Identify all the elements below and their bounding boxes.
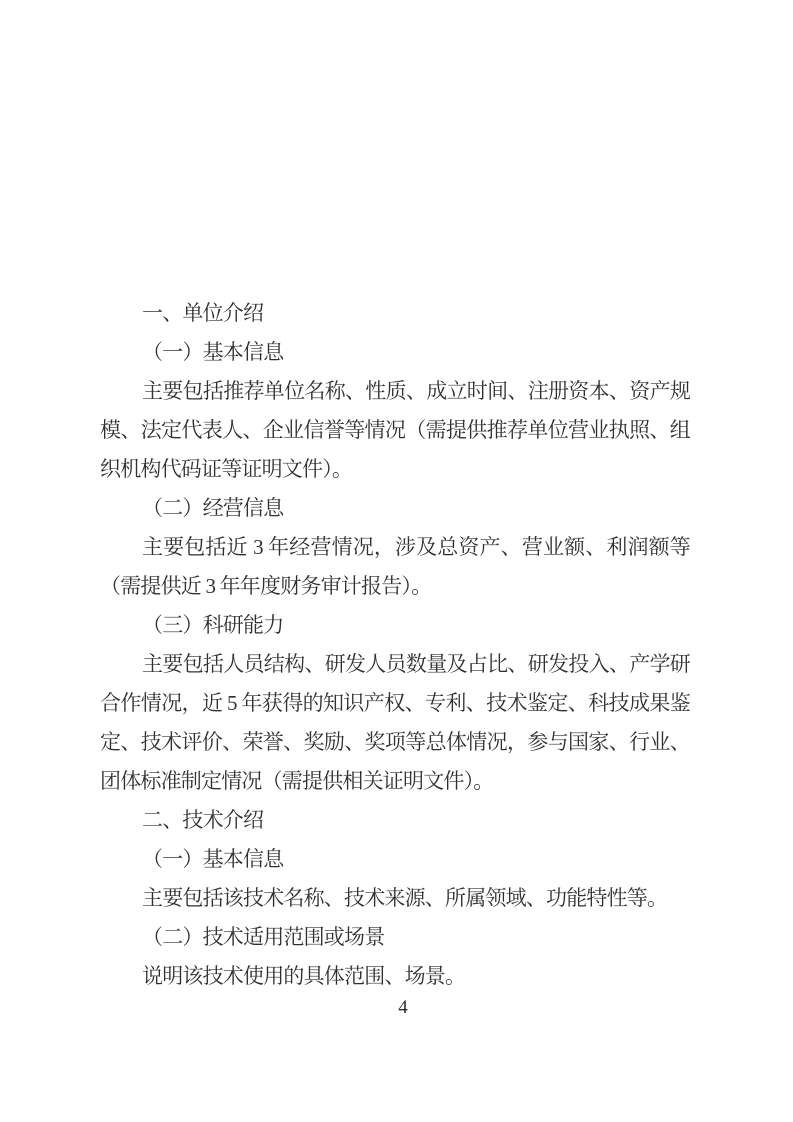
section-heading: （一）基本信息 [142, 847, 284, 871]
body-paragraph: 主要包括人员结构、研发人员数量及占比、研发投入、产学研合作情况，近 5 年获得的知识产权、专利、技术鉴定、科技成果鉴定、技术评价、荣誉、奖励、奖项等总体情况，参与国家、行业、团体标准制定情况（需提供相关证明文件）。 [100, 652, 690, 793]
body-paragraph: 主要包括推荐单位名称、性质、成立时间、注册资本、资产规模、法定代表人、企业信誉等情况（需提供推荐单位营业执照、组织机构代码证等证明文件）。 [100, 379, 690, 481]
page-number: 4 [398, 997, 408, 1018]
section-heading: 一、单位介绍 [142, 301, 264, 325]
body-paragraph: 主要包括该技术名称、技术来源、所属领域、功能特性等。 [142, 886, 668, 910]
body-paragraph: 主要包括近 3 年经营情况，涉及总资产、营业额、利润额等（需提供近 3 年年度财务审计报告）。 [100, 535, 690, 598]
section-heading: （一）基本信息 [142, 340, 284, 364]
document-body [100, 294, 690, 996]
section-heading: （二）经营信息 [142, 496, 284, 520]
section-heading: （三）科研能力 [142, 613, 284, 637]
section-heading: （二）技术适用范围或场景 [142, 925, 385, 949]
section-heading: 二、技术介绍 [142, 808, 264, 832]
body-paragraph: 说明该技术使用的具体范围、场景。 [142, 964, 466, 988]
